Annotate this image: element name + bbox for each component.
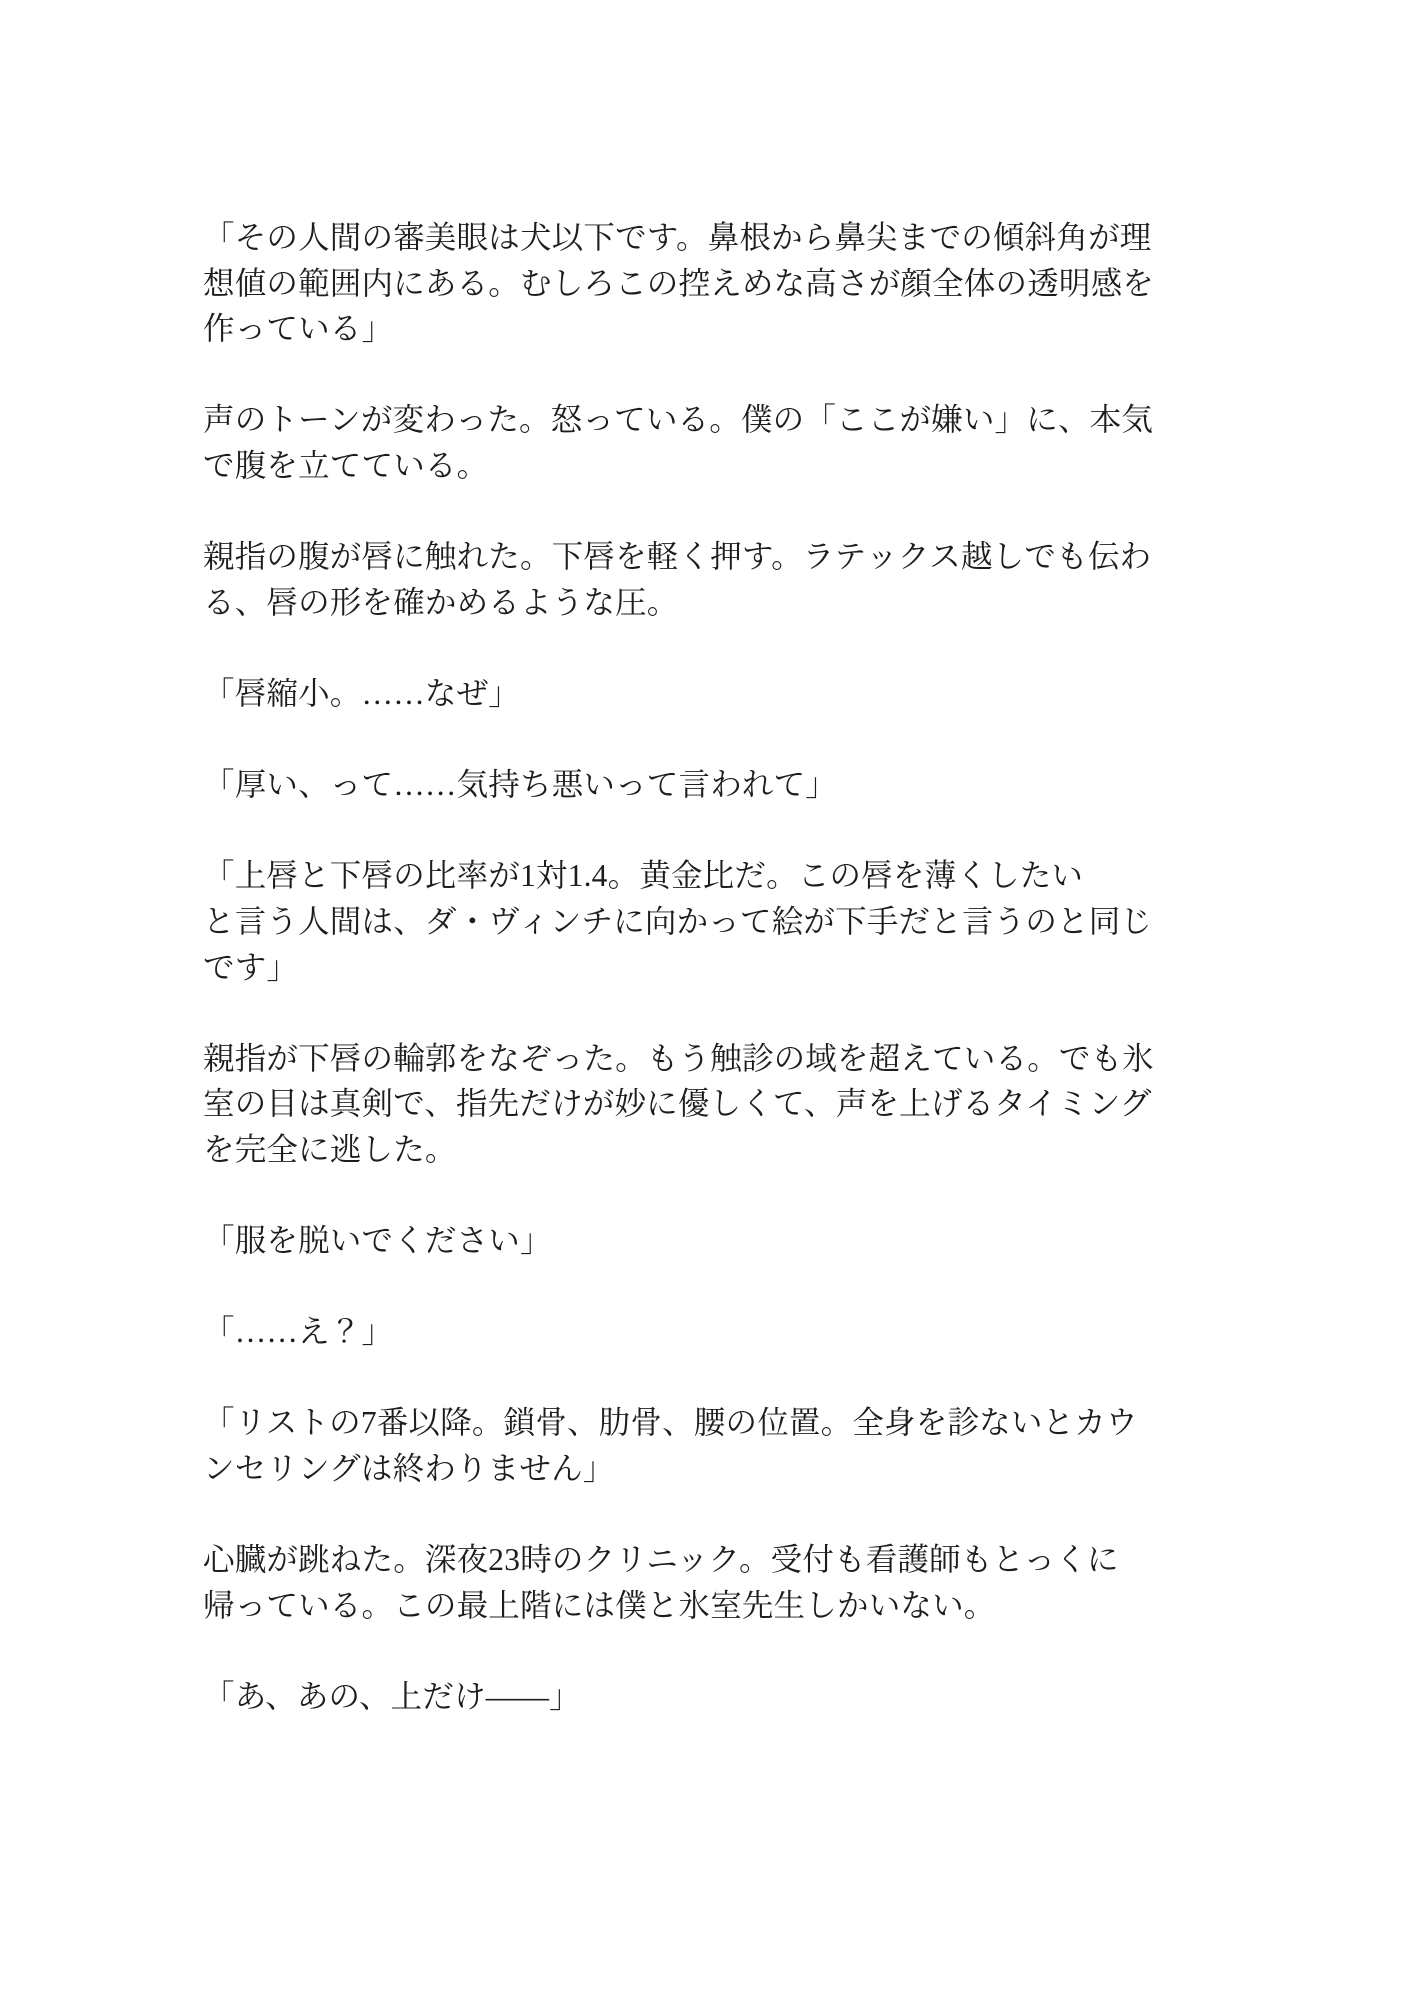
paragraph xyxy=(203,1218,1215,1264)
text-body xyxy=(203,215,1215,1720)
paragraph xyxy=(203,397,1215,488)
text-line: 「あ、あの、上だけ――」 xyxy=(203,1679,581,1714)
text-line: です」 xyxy=(203,949,299,985)
paragraph xyxy=(203,1537,1215,1628)
text-line: 心臓が跳ねた。深夜23時のクリニック。受付も看護師もとっくに xyxy=(203,1542,1119,1578)
text-line: 「リストの7番以降。鎖骨、肋骨、腰の位置。全身を診ないとカウ xyxy=(203,1405,1138,1441)
text-line: 室の目は真剣で、指先だけが妙に優しくて、声を上げるタイミング xyxy=(203,1086,1152,1122)
text-line: 「唇縮小。……なぜ」 xyxy=(203,675,521,711)
text-line: 「上唇と下唇の比率が1対1.4。黄金比だ。この唇を薄くしたい xyxy=(203,858,1084,894)
paragraph xyxy=(203,1400,1215,1491)
paragraph xyxy=(203,671,1215,717)
text-line: 「厚い、って……気持ち悪いって言われて」 xyxy=(203,767,838,803)
paragraph xyxy=(203,1674,1215,1720)
text-line: 「……え？」 xyxy=(203,1314,394,1350)
paragraph xyxy=(203,853,1215,990)
text-line: 想値の範囲内にある。むしろこの控えめな高さが顔全体の透明感を xyxy=(203,265,1155,301)
text-line: ンセリングは終わりません」 xyxy=(203,1451,615,1487)
paragraph xyxy=(203,215,1215,352)
text-line: を完全に逃した。 xyxy=(203,1131,457,1167)
text-line: 作っている」 xyxy=(203,311,394,347)
text-line: 親指の腹が唇に触れた。下唇を軽く押す。ラテックス越しでも伝わ xyxy=(203,539,1152,575)
text-line: 「その人間の審美眼は犬以下です。鼻根から鼻尖までの傾斜角が理 xyxy=(203,220,1152,255)
text-line: 「服を脱いでください」 xyxy=(203,1223,552,1259)
text-line: 親指が下唇の輪郭をなぞった。もう触診の域を超えている。でも氷 xyxy=(203,1040,1155,1076)
text-line: る、唇の形を確かめるような圧。 xyxy=(203,584,679,620)
text-line: 帰っている。この最上階には僕と氷室先生しかいない。 xyxy=(203,1587,996,1623)
text-line: 声のトーンが変わった。怒っている。僕の「ここが嫌い」に、本気 xyxy=(203,402,1154,438)
paragraph xyxy=(203,1309,1215,1355)
paragraph xyxy=(203,534,1215,625)
paragraph xyxy=(203,762,1215,808)
document-page xyxy=(203,215,1215,1720)
text-line: で腹を立てている。 xyxy=(203,447,489,483)
text-line: と言う人間は、ダ・ヴィンチに向かって絵が下手だと言うのと同じ xyxy=(203,903,1153,939)
paragraph xyxy=(203,1036,1215,1173)
